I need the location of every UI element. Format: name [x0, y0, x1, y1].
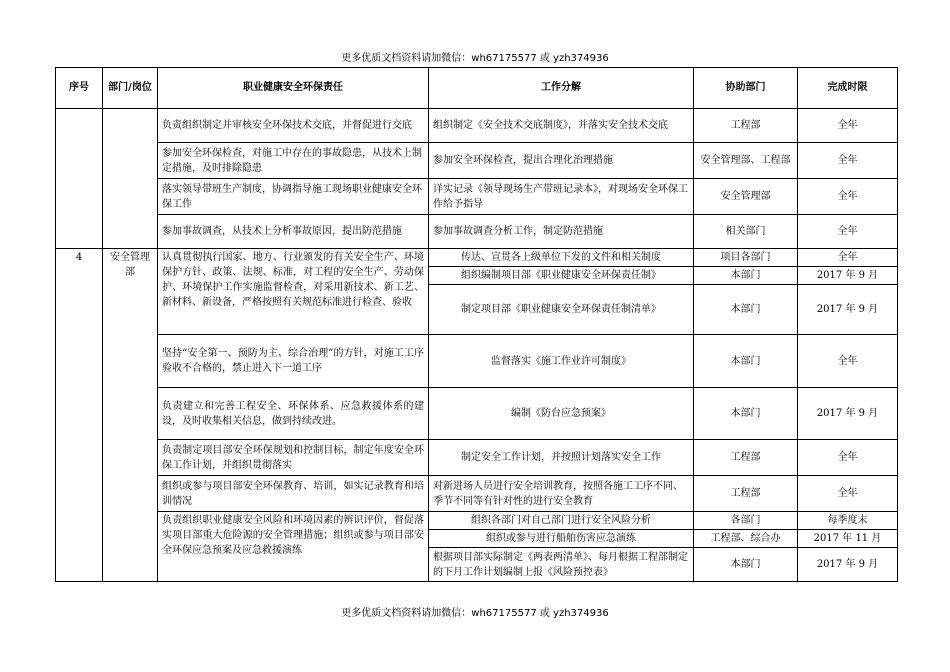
time-cell: 全年 [798, 476, 898, 512]
duty-cell: 认真贯彻执行国家、地方、行业颁发的有关安全生产、环境保护方针、政策、法规、标准，对工程的安全生产、劳动保护、环境保护工作实施监督检查，对采用新技术、新工艺、新材料、新设备，严格按照有关规范标准进行检查、验收 [158, 249, 429, 335]
assist-cell: 相关部门 [694, 215, 798, 249]
work-cell: 参加安全环保检查，提出合理化治理措施 [429, 143, 694, 179]
assist-cell: 工程部 [694, 109, 798, 143]
col-header-seq: 序号 [56, 68, 103, 109]
work-cell: 组织各部门对自己部门进行安全风险分析 [429, 512, 694, 530]
work-cell: 根据项目部实际制定《两表两清单》、每月根据工程部制定的下月工作计划编制上报《风险预控表》 [429, 548, 694, 582]
duty-cell: 参加安全环保检查，对施工中存在的事故隐患，从技术上制定措施，及时排除隐患 [158, 143, 429, 179]
work-cell: 传达、宣贯各上级单位下发的文件和相关制度 [429, 249, 694, 267]
duty-cell: 负责组织制定并审核安全环保技术交底，并督促进行交底 [158, 109, 429, 143]
time-cell: 2017 年 9 月 [798, 548, 898, 582]
work-cell: 制定安全工作计划，并按照计划落实安全工作 [429, 440, 694, 476]
duty-cell: 组织或参与项目部安全环保教育、培训，如实记录教育和培训情况 [158, 476, 429, 512]
assist-cell: 工程部、综合办 [694, 530, 798, 548]
time-cell: 全年 [798, 440, 898, 476]
work-cell: 编制《防台应急预案》 [429, 388, 694, 440]
duty-cell: 负责建立和完善工程安全、环保体系、应急救援体系的建设，及时收集相关信息，做到持续改进。 [158, 388, 429, 440]
table-row [56, 388, 898, 440]
time-cell: 全年 [798, 215, 898, 249]
col-header-time: 完成时限 [798, 68, 898, 109]
work-cell: 组织或参与进行船舶伤害应急演练 [429, 530, 694, 548]
work-cell: 组织制定《安全技术交底制度》，并落实安全技术交底 [429, 109, 694, 143]
time-cell: 全年 [798, 335, 898, 388]
assist-cell: 安全管理部、工程部 [694, 143, 798, 179]
table-row [56, 179, 898, 215]
assist-cell: 工程部 [694, 476, 798, 512]
page-footer-note: 更多优质文档资料请加微信：wh67175577 或 yzh374936 [341, 608, 609, 619]
work-cell: 详实记录《领导现场生产带班记录本》，对现场安全环保工作给予指导 [429, 179, 694, 215]
time-cell: 2017 年 11 月 [798, 530, 898, 548]
table-row [56, 512, 898, 530]
time-cell: 全年 [798, 143, 898, 179]
col-header-dept: 部门/岗位 [103, 68, 158, 109]
work-cell: 制定项目部《职业健康安全环保责任制清单》 [429, 285, 694, 335]
seq-cell-empty [56, 109, 103, 249]
duty-cell: 落实领导带班生产制度，协调指导施工现场职业健康安全环保工作 [158, 179, 429, 215]
duty-cell: 负责制定项目部安全环保规划和控制目标，制定年度安全环保工作计划，并组织贯彻落实 [158, 440, 429, 476]
table-row [56, 440, 898, 476]
duty-cell: 负责组织职业健康安全风险和环境因素的辨识评价，督促落实项目部重大危险源的安全管理措施；组织或参与项目部安全环保应急预案及应急救援演练 [158, 512, 429, 582]
table-header-row [56, 68, 898, 109]
work-cell: 参加事故调查分析工作，制定防范措施 [429, 215, 694, 249]
assist-cell: 各部门 [694, 512, 798, 530]
table-row [56, 249, 898, 267]
time-cell: 全年 [798, 179, 898, 215]
table-row [56, 476, 898, 512]
work-cell: 对新进场人员进行安全培训教育，按照各施工工序不同、季节不同等有针对性的进行安全教育 [429, 476, 694, 512]
assist-cell: 安全管理部 [694, 179, 798, 215]
seq-cell: 4 [56, 249, 103, 582]
page-header-note: 更多优质文档资料请加微信：wh67175577 或 yzh374936 [341, 53, 609, 64]
table-row [56, 335, 898, 388]
assist-cell: 本部门 [694, 388, 798, 440]
time-cell: 2017 年 9 月 [798, 267, 898, 285]
col-header-duty: 职业健康安全环保责任 [158, 68, 429, 109]
dept-cell-empty [103, 109, 158, 249]
responsibility-table [55, 67, 898, 582]
assist-cell: 本部门 [694, 285, 798, 335]
work-cell: 监督落实《施工作业许可制度》 [429, 335, 694, 388]
duty-cell: 参加事故调查，从技术上分析事故原因，提出防范措施 [158, 215, 429, 249]
assist-cell: 本部门 [694, 335, 798, 388]
table-row [56, 143, 898, 179]
duty-cell: 坚持“安全第一、预防为主、综合治理”的方针，对施工工序验收不合格的，禁止进入下一道工序 [158, 335, 429, 388]
time-cell: 全年 [798, 109, 898, 143]
assist-cell: 本部门 [694, 267, 798, 285]
time-cell: 全年 [798, 249, 898, 267]
time-cell: 2017 年 9 月 [798, 285, 898, 335]
time-cell: 每季度末 [798, 512, 898, 530]
table-row [56, 215, 898, 249]
assist-cell: 本部门 [694, 548, 798, 582]
col-header-work: 工作分解 [429, 68, 694, 109]
table-row [56, 109, 898, 143]
time-cell: 2017 年 9 月 [798, 388, 898, 440]
col-header-assist: 协助部门 [694, 68, 798, 109]
assist-cell: 项目各部门 [694, 249, 798, 267]
dept-cell: 安全管理部 [103, 249, 158, 582]
assist-cell: 工程部 [694, 440, 798, 476]
work-cell: 组织编制项目部《职业健康安全环保责任制》 [429, 267, 694, 285]
